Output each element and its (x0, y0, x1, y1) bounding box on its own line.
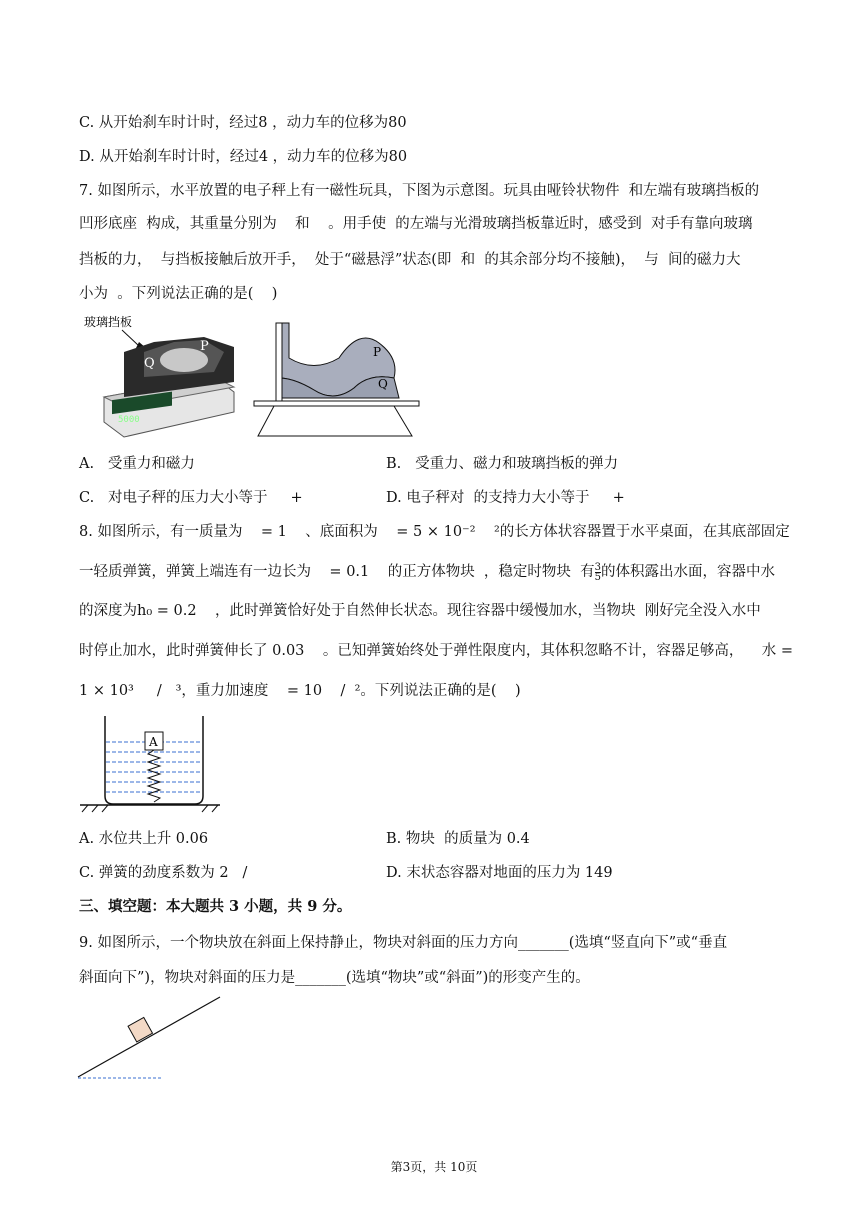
q8-line-2-a: 一轻质弹簧，弹簧上端连有一边长为 = 0.1 的正方体物块 ，稳定时物块 有 (79, 564, 595, 580)
q8-option-c: C. 弹簧的劲度系数为 2 / (79, 865, 248, 881)
q7-option-d: D. 电子秤对 的支持力大小等于 + (386, 490, 625, 506)
q7-option-a: A. 受重力和磁力 (79, 456, 195, 472)
q8-line-2-b: 的体积露出水面，容器中水 (601, 564, 776, 580)
glass-label: 玻璃挡板 (84, 315, 133, 329)
diagram-q-label: Q (378, 377, 388, 391)
option-c-q6: C. 从开始刹车时计时，经过8 ，动力车的位移为80 (79, 115, 407, 131)
q7-line-4: 小为 。下列说法正确的是( ) (79, 286, 278, 302)
q7-line-2: 凹形底座 构成，其重量分别为 和 。用手使 的左端与光滑玻璃挡板靠近时，感受到 对手有靠向玻璃 (79, 216, 753, 232)
q8-option-b: B. 物块 的质量为 0.4 (386, 831, 530, 847)
figure7-photo (84, 312, 244, 442)
q7-option-c: C. 对电子秤的压力大小等于 + (79, 490, 303, 506)
scale-display: 5000 (118, 415, 140, 425)
q8-line-4: 时停止加水，此时弹簧伸长了 0.03 。已知弹簧始终处于弹性限度内，其体积忽略不计，容器足够高， 水 = (79, 643, 794, 659)
figure8-container (80, 716, 220, 816)
q8-option-d: D. 末状态容器对地面的压力为 149 (386, 865, 613, 881)
figure9-incline (78, 995, 228, 1085)
figure7-diagram (254, 318, 424, 438)
q8-line-1: 8. 如图所示，有一质量为 = 1 、底面积为 = 5 × 10⁻² ²的长方体状容器置于水平桌面，在其底部固定 (79, 524, 790, 540)
q7-line-3: 挡板的力， 与挡板接触后放开手， 处于“磁悬浮”状态(即 和 的其余部分均不接触)， 与 间的磁力大 (79, 252, 741, 268)
q8-line-3: 的深度为h₀ = 0.2 ，此时弹簧恰好处于自然伸长状态。现往容器中缓慢加水，当物块 刚好完全没入水中 (79, 603, 761, 619)
q8-line-5: 1 × 10³ / ³，重力加速度 = 10 / ²。下列说法正确的是( ) (79, 683, 521, 699)
section-3-heading: 三、填空题：本大题共 3 小题，共 9 分。 (79, 898, 352, 915)
diagram-p-label: P (373, 345, 382, 359)
photo-q-label: Q (144, 356, 155, 371)
q7-line-1: 7. 如图所示，水平放置的电子秤上有一磁性玩具，下图为示意图。玩具由哑铃状物件 和左端有玻璃挡板的 (79, 183, 760, 199)
option-d-q6: D. 从开始刹车时计时，经过4 ，动力车的位移为80 (79, 149, 408, 165)
q8-line-2 (79, 562, 775, 582)
photo-p-label: P (200, 339, 209, 354)
q7-option-b: B. 受重力、磁力和玻璃挡板的弹力 (386, 456, 619, 472)
q9-line-1: 9. 如图所示，一个物块放在斜面上保持静止，物块对斜面的压力方向_______(选填“竖直向下”或“垂直 (79, 935, 728, 951)
q8-option-a: A. 水位共上升 0.06 (79, 831, 209, 847)
q9-line-2: 斜面向下”)，物块对斜面的压力是_______(选填“物块”或“斜面”)的形变产生的。 (79, 970, 590, 986)
block-a-label: A (149, 735, 158, 749)
page-footer: 第3页，共 10页 (390, 1160, 478, 1174)
fraction-three-fifths: $\frac{3}{5}$ (594, 561, 602, 583)
